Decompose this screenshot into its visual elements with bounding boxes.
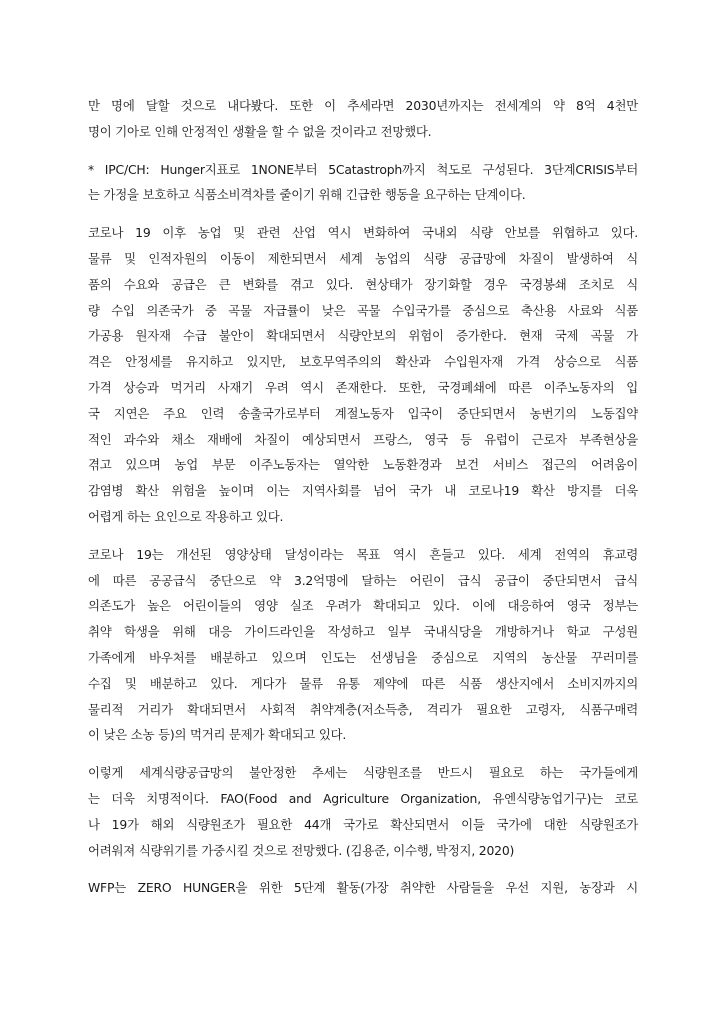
- text-line: 의존도가 높은 어린이들의 영양 실조 우려가 확대되고 있다. 이에 대응하여 영국 정부는: [88, 598, 638, 614]
- paragraph-gap: [88, 530, 638, 542]
- document-page: [88, 93, 638, 901]
- text-line: 가공용 원자재 수급 불안이 확대되면서 식량안보의 위험이 증가한다. 현재 국제 곡물 가: [88, 328, 638, 344]
- text-line: 물류 및 인적자원의 이동이 제한되면서 세계 농업의 식량 공급망에 차질이 발생하여 식: [88, 250, 638, 266]
- text-line: 국 지연은 주요 인력 송출국가로부터 계절노동자 입국이 중단되면서 농번기의 노동집약: [88, 405, 638, 421]
- text-line: 취약 학생을 위해 대응 가이드라인을 작성하고 일부 국내식당을 개방하거나 학교 구성원: [88, 624, 638, 640]
- paragraph-gap: [88, 208, 638, 220]
- text-line: 어렵게 하는 요인으로 작용하고 있다.: [88, 508, 284, 524]
- text-line: 는 더욱 치명적이다. FAO(Food and Agriculture Organization, 유엔식량농업기구)는 코로: [88, 790, 638, 806]
- paragraph-forecast: [88, 93, 638, 145]
- text-line: 이 낮은 소농 등)의 먹거리 문제가 확대되고 있다.: [88, 727, 347, 743]
- text-line: 코로나 19 이후 농업 및 관련 산업 역시 변화하여 국내외 식량 안보를 위협하고 있다.: [88, 225, 638, 241]
- text-line: 가족에게 바우처를 배분하고 있으며 인도는 선생님을 중심으로 지역의 농산물 꾸러미를: [88, 649, 638, 665]
- text-line: 적인 과수와 채소 재배에 차질이 예상되면서 프랑스, 영국 등 유럽이 근로자 부족현상을: [88, 431, 638, 447]
- text-line: 어려워져 식량위기를 가중시킬 것으로 전망했다. (김용준, 이수행, 박정지, 2020): [88, 842, 515, 858]
- paragraph-gap: [88, 145, 638, 157]
- text-line: 코로나 19는 개선된 영양상태 달성이라는 목표 역시 흔들고 있다. 세계 전역의 휴교령: [88, 546, 638, 562]
- text-line: * IPC/CH: Hunger지표로 1NONE부터 5Catastroph까지 척도로 구성된다. 3단계CRISIS부터: [88, 161, 638, 177]
- text-line: 명이 기아로 인해 안정적인 생활을 할 수 없을 것이라고 전망했다.: [88, 123, 432, 139]
- text-line: 겪고 있으며 농업 부문 이주노동자는 열악한 노동환경과 보건 서비스 접근의 어려움이: [88, 457, 638, 473]
- text-line: 수집 및 배분하고 있다. 게다가 물류 유통 제약에 따른 식품 생산지에서 소비지까지의: [88, 675, 638, 691]
- text-line: 량 수입 의존국가 중 곡물 자급률이 낮은 곡물 수입국가를 중심으로 축산용 사료와 식품: [88, 302, 638, 318]
- paragraph-food-security: [88, 220, 638, 530]
- text-line: 물리적 거리가 확대되면서 사회적 취약계층(저소득층, 격리가 필요한 고령자, 식품구매력: [88, 701, 638, 717]
- text-line: 이렇게 세계식량공급망의 불안정한 추세는 식량원조를 반드시 필요로 하는 국가들에게: [88, 765, 638, 781]
- text-line: 가격 상승과 먹거리 사재기 우려 역시 존재한다. 또한, 국경폐쇄에 따른 이주노동자의 입: [88, 379, 638, 395]
- paragraph-wfp: [88, 875, 638, 901]
- text-line: 나 19가 해외 식량원조가 필요한 44개 국가로 확산되면서 이들 국가에 대한 식량원조가: [88, 816, 638, 832]
- text-line: 감염병 확산 위험을 높이며 이는 지역사회를 넘어 국가 내 코로나19 확산 방지를 더욱: [88, 483, 638, 499]
- text-line: 만 명에 달할 것으로 내다봤다. 또한 이 추세라면 2030년까지는 전세계의 약 8억 4천만: [88, 98, 638, 113]
- paragraph-footnote-ipc: [88, 157, 638, 209]
- text-line: 에 따른 공공급식 중단으로 약 3.2억명에 달하는 어린이 급식 공급이 중단되면서 급식: [88, 572, 638, 588]
- paragraph-food-aid: [88, 760, 638, 863]
- paragraph-nutrition: [88, 542, 638, 748]
- text-line: 는 가정을 보호하고 식품소비격차를 줄이기 위해 긴급한 행동을 요구하는 단계이다.: [88, 187, 526, 203]
- paragraph-gap: [88, 863, 638, 875]
- text-line: 품의 수요와 공급은 큰 변화를 겪고 있다. 현상태가 장기화할 경우 국경봉쇄 조치로 식: [88, 276, 638, 292]
- paragraph-gap: [88, 748, 638, 760]
- text-line: WFP는 ZERO HUNGER을 위한 5단계 활동(가장 취약한 사람들을 우선 지원, 농장과 시: [88, 880, 638, 896]
- text-line: 격은 안정세를 유지하고 있지만, 보호무역주의의 확산과 수입원자재 가격 상승으로 식품: [88, 354, 638, 370]
